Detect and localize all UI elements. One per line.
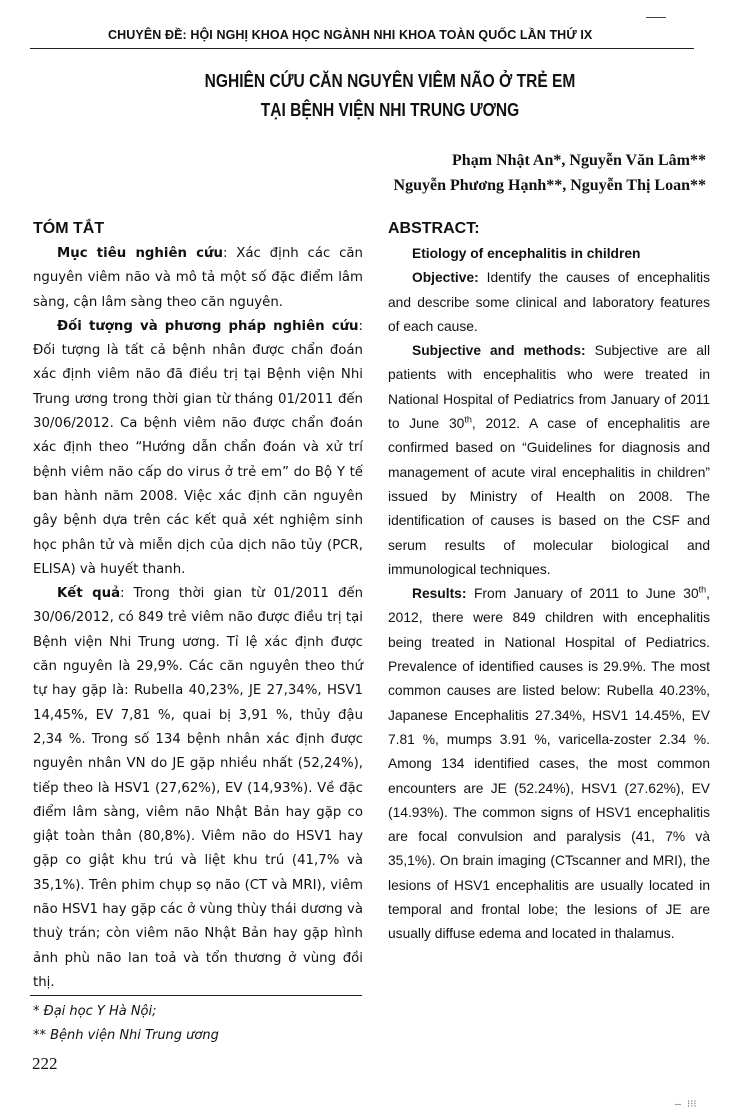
title-line-2: TẠI BỆNH VIỆN NHI TRUNG ƯƠNG <box>260 99 520 120</box>
title-line-1: NGHIÊN CỨU CĂN NGUYÊN VIÊM NÃO Ở TRẺ EM <box>204 70 576 91</box>
footnote-affiliation-1: * Đại học Y Hà Nội; <box>33 1004 157 1019</box>
vietnamese-summary-column <box>33 218 363 995</box>
abstract-results-paragraph <box>388 582 710 946</box>
abstract-heading: ABSTRACT: <box>388 220 480 237</box>
author-list <box>394 148 706 198</box>
abstract-methods-text-b: , 2012. A case of encephalitis are confirmed based on “Guidelines for diagnosis and management of acute viral encephalitis in children” issued by Ministry of Health on 2008. The identification of causes is based on the CSF and serum results of molecular biological and immunological techniques. <box>388 416 710 577</box>
abstract-objective-label: Objective: <box>412 270 479 286</box>
abstract-methods-text-a: Subjective are all patients with encephalitis who were treated in National Hospital of Pediatrics from January of 2011 to June 30 <box>388 343 711 432</box>
abstract-methods-ordinal: th <box>464 414 472 425</box>
summary-methods-paragraph <box>33 315 363 582</box>
authors-line-1: Phạm Nhật An*, Nguyễn Văn Lâm** <box>452 152 706 169</box>
abstract-methods-label: Subjective and methods: <box>412 343 586 359</box>
english-abstract-column <box>388 218 710 947</box>
summary-methods-label: Đối tượng và phương pháp nghiên cứu <box>57 318 359 334</box>
summary-objective-paragraph <box>33 242 363 315</box>
article-title <box>62 66 717 124</box>
abstract-subtitle: Etiology of encephalitis in children <box>412 246 641 261</box>
header-tick-mark <box>646 17 666 18</box>
authors-line-2: Nguyễn Phương Hạnh**, Nguyễn Thị Loan** <box>393 177 706 194</box>
footnote-affiliation-2: ** Bệnh viện Nhi Trung ương <box>33 1028 219 1043</box>
scan-corner-mark: — ⁝⁝⁝ <box>675 1099 697 1110</box>
summary-methods-text: : Đối tượng là tất cả bệnh nhân được chẩn đoán xác định viêm não đã điều trị tại Bệnh viện Nhi Trung ương trong thời gian từ tháng 01/2011 đến 30/06/2012. Ca bệnh viêm não được chẩn đoán xác định theo “Hướng dẫn chẩn đoán và xử trí bệnh viêm não cấp do virus ở trẻ em” do Bộ Y tế ban hành năm 2008. Việc xác định căn nguyên gây bệnh dựa trên các kết quả xét nghiệm sinh học phân tử và miễn dịch của dịch não tủy (PCR, ELISA) và huyết thanh. <box>33 318 363 577</box>
page-number: 222 <box>32 1054 58 1073</box>
header-rule <box>30 48 694 49</box>
running-header: CHUYÊN ĐỀ: HỘI NGHỊ KHOA HỌC NGÀNH NHI KHOA TOÀN QUỐC LẦN THỨ IX <box>108 28 593 42</box>
summary-results-text: : Trong thời gian từ 01/2011 đến 30/06/2012, có 849 trẻ viêm não được điều trị tại Bệnh viện Nhi Trung ương. Tỉ lệ xác định được căn nguyên là 29,9%. Các căn nguyên theo thứ tự hay gặp là: Rubella 40,23%, JE 27,34%, HSV1 14,45%, EV 7,81 %, quai bị 3,91 %, thủy đậu 2,34 %. Trong số 134 bệnh nhân xác định được nguyên nhân VN do JE gặp nhiều nhất (52,24%), tiếp theo là HSV1 (27,62%), EV (14,93%). Về đặc điểm lâm sàng, viêm não Nhật Bản hay gặp co giật toàn thân (80,8%). Viêm não do HSV1 hay gặp co giật khu trú và liệt khu trú (41,7% và 35,1%). Trên phim chụp sọ não (CT và MRI), viêm não HSV1 hay gặp các ở vùng thùy thái dương và thuỳ trán; còn viêm não Nhật Bản hay gặp hình ảnh phù não lan toả và tổn thương ở vùng đồi thị. <box>33 586 364 990</box>
summary-results-paragraph <box>33 582 363 995</box>
abstract-results-ordinal: th <box>698 584 707 595</box>
abstract-results-label: Results: <box>412 586 467 602</box>
abstract-results-text-b: , 2012, there were 849 children with encephalitis being treated in National Hospital of Pediatrics. Prevalence of identified causes is 29.9%. The most common causes are listed below: Rubella 40.23%, Japanese Encephalitis 27.34%, HSV1 14.45%, EV 7.81 %, mumps 3.91 %, varicella-zoster 2.34 %. Among 134 identified cases, the most common encounters are JE (52.24%), HSV1 (27.62%), EV (14.93%). The common signs of HSV1 encephalitis are focal convulsion and paralysis (41, 7% và 35,1%). On brain imaging (CTscanner and MRI), the lesions of HSV1 encephalitis are usually located in temporal and frontal lobe; the lesions of JE are usually diffuse edema and located in thalamus. <box>388 586 710 942</box>
summary-objective-label: Mục tiêu nghiên cứu <box>57 246 223 261</box>
abstract-methods-paragraph <box>388 339 710 582</box>
abstract-objective-paragraph <box>388 266 710 339</box>
abstract-results-text-a: From January of 2011 to June 30 <box>466 586 699 602</box>
abstract-objective-text: Identify the causes of encephalitis and describe some clinical and laboratory features of each cause. <box>388 270 710 334</box>
summary-results-label: Kết quả <box>57 586 121 602</box>
footnote-rule <box>30 995 362 996</box>
summary-heading: TÓM TẮT <box>33 220 105 237</box>
summary-objective-text: : Xác định các căn nguyên viêm não và mô tả một số đặc điểm lâm sàng, cận lâm sàng theo căn nguyên. <box>33 246 363 310</box>
footnotes <box>33 1000 219 1048</box>
